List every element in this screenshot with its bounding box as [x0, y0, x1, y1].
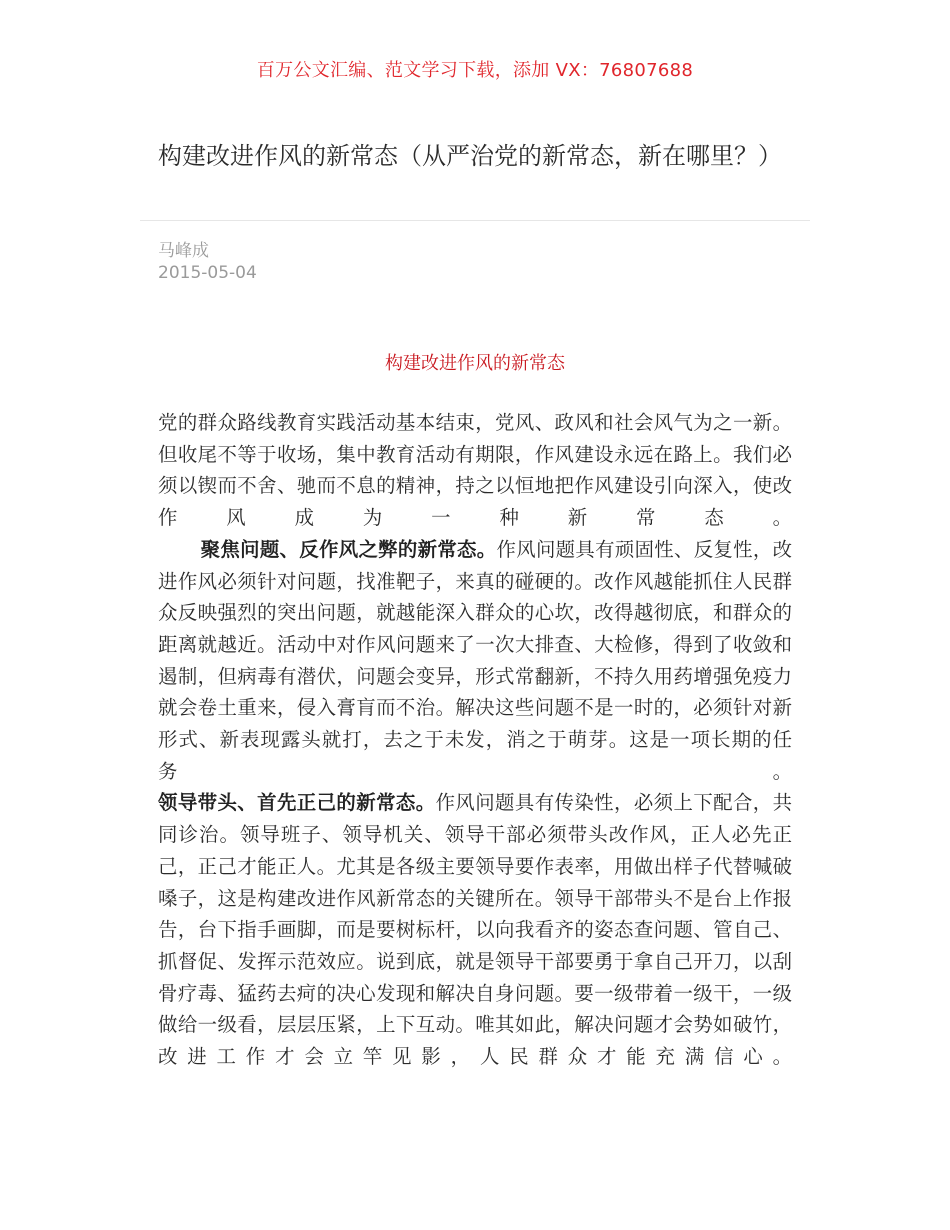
article-subtitle: 构建改进作风的新常态 [385, 353, 565, 374]
section-heading-1: 聚焦问题、反作风之弊的新常态。 [200, 537, 497, 561]
section-paragraph-2 [158, 787, 792, 1072]
download-banner[interactable]: 百万公文汇编、范文学习下载，添加 VX：76807688 [256, 60, 694, 81]
intro-paragraph: 党的群众路线教育实践活动基本结束，党风、政风和社会风气为之一新。但收尾不等于收场，集中教育活动有期限，作风建设永远在路上。我们必须以锲而不舍、驰而不息的精神，持之以恒地把作风建设引向深入，使改作风成为一种新常态。 [158, 411, 792, 530]
publish-date: 2015-05-04 [158, 263, 257, 283]
section-body-1: 作风问题具有顽固性、反复性，改进作风必须针对问题，找准靶子，来真的碰硬的。改作风越能抓住人民群众反映强烈的突出问题，就越能深入群众的心坎，改得越彻底，和群众的距离就越近。活动中对作风问题来了一次大排查、大检修，得到了收敛和遏制，但病毒有潜伏，问题会变异，形式常翻新，不持久用药增强免疫力就会卷土重来，侵入膏肓而不治。解决这些问题不是一时的，必须针对新形式、新表现露头就打，去之于未发，消之于萌芽。这是一项长期的任务。 [158, 537, 793, 783]
article-body [158, 407, 792, 1073]
article-meta [158, 240, 257, 284]
section-paragraph-1 [158, 534, 792, 788]
section-body-2: 作风问题具有传染性，必须上下配合，共同诊治。领导班子、领导机关、领导干部必须带头改作风，正人必先正己，正己才能正人。尤其是各级主要领导要作表率，用做出样子代替喊破嗓子，这是构建改进作风新常态的关键所在。领导干部带头不是台上作报告，台下指手画脚，而是要树标杆，以向我看齐的姿态查问题、管自己、抓督促、发挥示范效应。说到底，就是领导干部要勇于拿自己开刀，以刮骨疗毒、猛药去疴的决心发现和解决自身问题。要一级带着一级干，一级做给一级看，层层压紧，上下互动。唯其如此，解决问题才会势如破竹，改进工作才会立竿见影，人民群众才能充满信心。 [158, 791, 793, 1069]
article-title: 构建改进作风的新常态（从严治党的新常态，新在哪里？） [158, 142, 782, 170]
section-heading-2: 领导带头、首先正己的新常态。 [158, 791, 436, 815]
title-divider [140, 220, 810, 221]
author-name: 马峰成 [158, 241, 209, 261]
